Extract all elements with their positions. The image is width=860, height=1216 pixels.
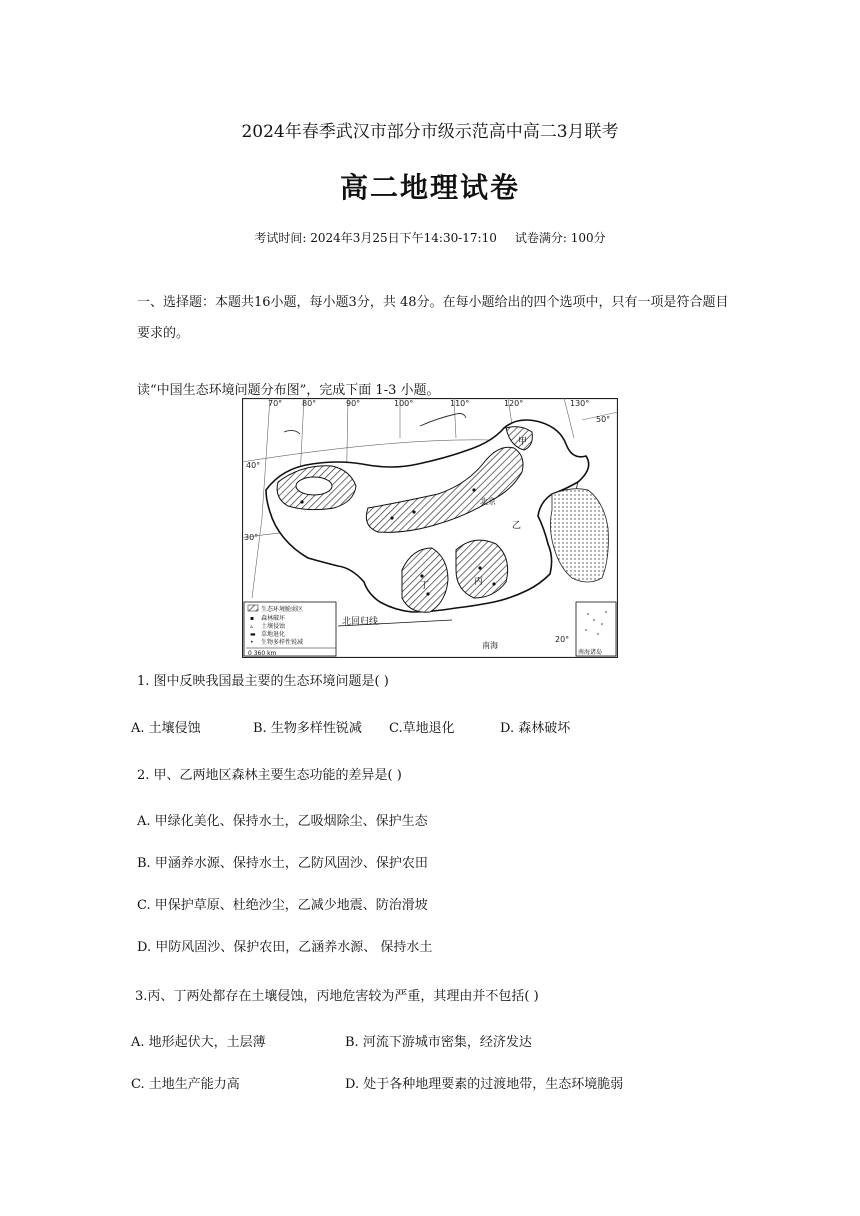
question-2-stem: 2. 甲、乙两地区森林主要生态功能的差异是( ) [137,768,402,783]
full-score: 试卷满分: 100分 [514,231,606,245]
q2-option-c[interactable]: C. 甲保护草原、杜绝沙尘，乙减少地震、防治滑坡 [137,898,428,913]
label-bing: 丙 [474,577,484,587]
south-sea-inset [576,602,616,656]
label-beijing: 北京 [480,497,496,506]
q3-option-b[interactable]: B. 河流下游城市密集，经济发达 [345,1035,532,1050]
exam-title: 2024年春季武汉市部分市级示范高中高二3月联考 [241,122,619,142]
q2-option-b[interactable]: B. 甲涵养水源、保持水土，乙防风固沙、保护农田 [137,856,428,871]
lon-label: 120° [504,399,524,408]
label-yi: 乙 [512,521,522,531]
q1-option-c[interactable]: C.草地退化 [389,721,455,736]
map-scale: 0 360 km [248,650,277,657]
exam-meta [0,229,860,246]
q2-option-d[interactable]: D. 甲防风固沙、保护农田，乙涵养水源、 保持水土 [137,940,433,955]
lon-label: 100° [394,399,414,408]
q1-option-b[interactable]: B. 生物多样性锐减 [253,721,362,736]
section-instructions: 一、选择题：本题共16小题，每小题3分，共 48分。在每小题给出的四个选项中，只有一项是符合题目要求的。 [137,295,729,341]
china-eco-map [242,398,618,658]
svg-text:▵: ▵ [250,623,254,630]
lon-label: 90° [346,399,361,408]
svg-text:▬: ▬ [250,631,256,638]
paper-title: 高二地理试卷 [339,171,520,204]
label-ding: 丁 [420,581,430,591]
inset-label: 南海诸岛 [578,649,603,656]
question-3-stem: 3.丙、丁两处都存在土壤侵蚀，丙地危害较为严重，其理由并不包括( ) [135,989,539,1004]
legend-item: 森林破坏 [261,615,286,622]
lon-label: 130° [570,399,590,408]
q1-option-a[interactable]: A. 土壤侵蚀 [131,721,201,736]
lon-label: 110° [450,399,470,408]
q2-option-a[interactable]: A. 甲绿化美化、保持水土，乙吸烟除尘、保护生态 [137,814,428,829]
q3-option-a[interactable]: A. 地形起伏大，土层薄 [131,1035,266,1050]
lat-label: 20° [555,635,570,644]
lat-label: 30° [244,533,259,542]
label-jia: 甲 [518,437,528,447]
zone-bing [456,540,508,598]
lon-label: 70° [268,399,283,408]
map-legend [244,602,336,657]
exam-time: 考试时间: 2024年3月25日下午14:30-17:10 [254,231,497,245]
q3-option-d[interactable]: D. 处于各种地理要素的过渡地带，生态环境脆弱 [345,1077,624,1092]
legend-item: 生态环境脆弱区 [261,606,304,613]
legend-item: 生物多样性锐减 [261,639,304,646]
label-tropic: 北回归线 [342,617,379,627]
q3-option-c[interactable]: C. 土地生产能力高 [131,1077,240,1092]
read-prompt: 读“中国生态环境问题分布图”，完成下面 1-3 小题。 [137,383,440,398]
question-1-stem: 1. 图中反映我国最主要的生态环境问题是( ) [137,674,389,689]
label-south-sea: 南海 [482,641,498,650]
svg-text:•: • [250,639,254,646]
lat-label: 40° [246,461,261,470]
lat-label: 50° [596,415,611,424]
lon-label: 80° [302,399,317,408]
svg-text:▪: ▪ [250,615,255,622]
legend-item: 土壤侵蚀 [261,623,286,630]
q1-option-d[interactable]: D. 森林破坏 [500,721,571,736]
legend-item: 草地退化 [261,631,286,638]
